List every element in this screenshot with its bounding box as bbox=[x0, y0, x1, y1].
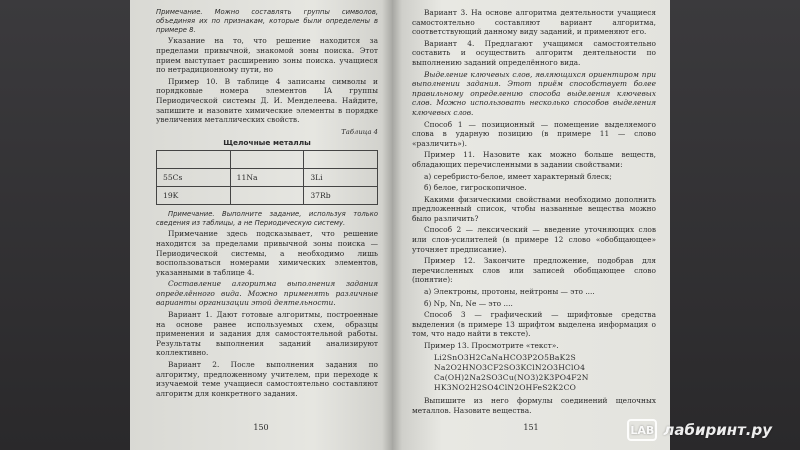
closing-paragraph: Выпишите из него формулы соединений щелочных металлов. Назовите вещества. bbox=[412, 396, 656, 415]
open-book bbox=[130, 0, 670, 450]
variant-paragraph: Вариант 3. На основе алгоритма деятельности учащиеся самостоятельно составляют вариант алгоритма, соответствующий данному виду заданий, и применяют его. bbox=[412, 8, 656, 37]
method-paragraph: Способ 1 — позиционный — помещение выделяемого слова в ударную позицию (в примере 11 — слово «различить»). bbox=[412, 119, 656, 148]
table-cell bbox=[304, 150, 378, 168]
left-page bbox=[130, 0, 392, 450]
table-cell: 19K bbox=[157, 186, 231, 204]
page-number: 151 bbox=[523, 423, 539, 432]
note-paragraph: Примечание. Можно составлять группы символов, объединяя их по признакам, которые были определены в примере 8. bbox=[156, 8, 378, 34]
note-paragraph: Примечание. Выполните задание, используя только сведения из таблицы, а не Периодическую систему. bbox=[156, 209, 378, 227]
example-paragraph: Пример 11. Назовите как можно больше веществ, обладающих перечисленными в задании свойствами: bbox=[412, 150, 656, 169]
variant-paragraph: Вариант 4. Предлагают учащимся самостоятельно составить и осуществить алгоритм деятельности по выполнению заданий определённого вида. bbox=[412, 38, 656, 67]
watermark-text: лабиринт.ру bbox=[663, 421, 772, 439]
body-paragraph: Указание на то, что решение находится за пределами привычной, знакомой зоны поиска. Этот прием выступает расширению зоны поиска. учащиеся по нетрадиционному пути, но bbox=[156, 36, 378, 75]
table-cell bbox=[230, 150, 304, 168]
formula-line: Na2O2HNO3CF2SO3KClN2O3HClO4 bbox=[434, 362, 586, 372]
book-gutter bbox=[382, 0, 402, 450]
section-heading-paragraph: Выделение ключевых слов, являющихся ориентиром при выполнении задания. Этот приём способствует более правильному определению способа выделения ключевых слов. Можно использовать несколько способов выделения ключевых слов. bbox=[412, 69, 656, 117]
question-paragraph: Какими физическими свойствами необходимо дополнить предложенный список, чтобы названные вещества можно было различить? bbox=[412, 194, 656, 223]
formula-line: HK3NO2H2SO4ClN2OHFeS2K2CO bbox=[434, 383, 577, 393]
table-row bbox=[157, 168, 378, 186]
table-cell: 37Rb bbox=[304, 186, 378, 204]
right-page bbox=[392, 0, 670, 450]
variant-paragraph: Вариант 2. После выполнения задания по алгоритму, предложенному учителем, при переходе к изучаемой теме учащиеся самостоятельно составляют алгоритм для конкретного задания. bbox=[156, 360, 378, 398]
table-row bbox=[157, 150, 378, 168]
formula-line: Li2SnO3H2CaNaHCO3P2O5BaK2S bbox=[434, 352, 576, 362]
list-item: а) серебристо-белое, имеет характерный блеск; bbox=[424, 171, 612, 181]
formula-line: Ca(OH)2Na2SO3Cu(NO3)2K3PO4F2N bbox=[434, 373, 589, 382]
table-cell: 55Cs bbox=[157, 168, 231, 186]
table-caption: Таблица 4 bbox=[341, 127, 378, 136]
list-item: а) Электроны, протоны, нейтроны — это .... bbox=[424, 287, 595, 297]
example-paragraph: Пример 12. Закончите предложение, подобрав для перечисленных слов или записей обобщающее слово (понятие): bbox=[412, 256, 656, 285]
table-cell bbox=[157, 150, 231, 168]
alkali-metals-table bbox=[156, 150, 378, 205]
example-paragraph: Пример 13. Просмотрите «текст». bbox=[424, 341, 559, 350]
list-item: б) Np, Nn, Ne — это .... bbox=[424, 298, 513, 308]
watermark-logo-icon: LAB bbox=[627, 419, 657, 441]
list-item: б) белое, гигроскопичное. bbox=[424, 183, 527, 193]
method-paragraph: Способ 2 — лексический — введение уточняющих слов или слов-усилителей (в примере 12 слово «обобщающее» уточняет предписание). bbox=[412, 225, 656, 254]
table-row bbox=[157, 186, 378, 204]
example-paragraph: Пример 10. В таблице 4 записаны символы и порядковые номера элементов IA группы Периодической системы Д. И. Менделеева. Найдите, запишите и назовите химические элементы в порядке увеличения металлических свойств. bbox=[156, 76, 378, 125]
method-paragraph: Способ 3 — графический — шрифтовые средства выделения (в примере 13 шрифтом выделена информация о том, что надо найти в тексте). bbox=[412, 310, 656, 339]
table-cell: 3Li bbox=[304, 168, 378, 186]
variant-paragraph: Вариант 1. Дают готовые алгоритмы, построенные на основе ранее используемых схем, образцы применения и задания для самостоятельной работы. Результаты выполнения заданий анализируют коллективно. bbox=[156, 310, 378, 358]
table-cell: 11Na bbox=[230, 168, 304, 186]
watermark bbox=[627, 416, 772, 444]
table-title: Щелочные металлы bbox=[223, 137, 311, 147]
table-cell bbox=[230, 186, 304, 204]
page-number: 150 bbox=[253, 423, 269, 432]
section-heading-paragraph: Составление алгоритма выполнения задания определённого вида. Можно применять различные варианты организации этой деятельности. bbox=[156, 279, 378, 308]
body-paragraph: Примечание здесь подсказывает, что решение находится за пределами привычной зоны поиска — Периодической системы, а необходимо лишь воспользоваться номерами химических элементов, указанными в таблице 4. bbox=[156, 229, 378, 277]
